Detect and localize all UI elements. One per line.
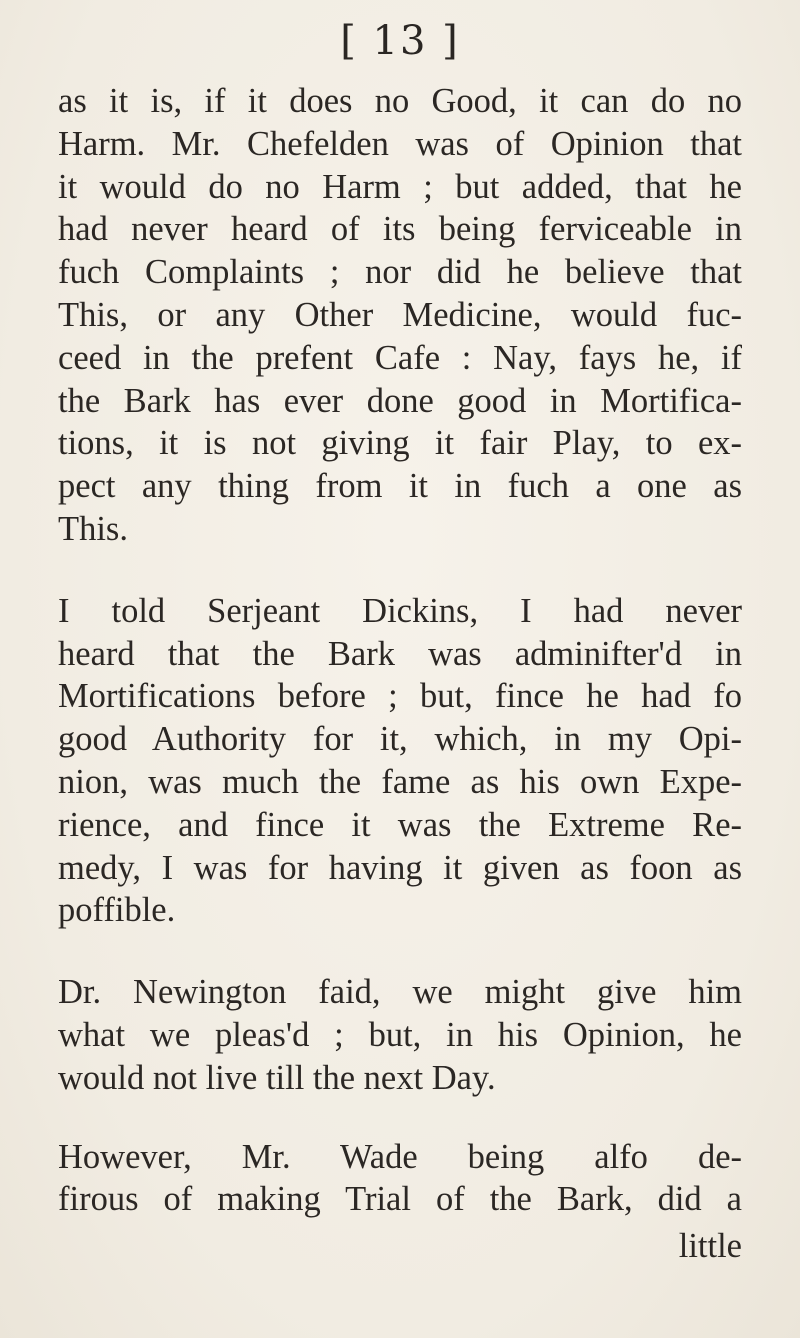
text-line: had never heard of its being ferviceable in [58, 210, 742, 249]
catchword: little [678, 1227, 742, 1265]
text-line: rience, and fince it was the Extreme Re- [58, 805, 742, 844]
text-line: as it is, if it does no Good, it can do no [58, 82, 742, 120]
text-line: firous of making Trial of the Bark, did a [58, 1180, 742, 1219]
text-line: would not live till the next Day. [58, 1058, 496, 1097]
text-line: good Authority for it, which, in my Opi- [58, 720, 742, 759]
text-line: However, Mr. Wade being alfo de- [58, 1137, 742, 1176]
text-line: heard that the Bark was adminifter'd in [58, 634, 742, 673]
text-line: This, or any Other Medicine, would fuc- [58, 295, 742, 334]
text-line: the Bark has ever done good in Mortifica- [58, 381, 742, 420]
text-line: tions, it is not giving it fair Play, to ex- [58, 424, 742, 463]
text-line: what we pleas'd ; but, in his Opinion, he [58, 1015, 742, 1054]
text-line: Harm. Mr. Chefelden was of Opinion that [58, 124, 742, 163]
text-line: pect any thing from it in fuch a one as [58, 467, 742, 506]
text-line: This. [58, 509, 128, 548]
text-line: fuch Complaints ; nor did he believe that [58, 253, 742, 292]
text-line: Mortifications before ; but, fince he had fo [58, 677, 742, 716]
text-line: ceed in the prefent Cafe : Nay, fays he, if [58, 338, 742, 377]
text-line: poffible. [58, 891, 176, 930]
text-line: nion, was much the fame as his own Expe- [58, 762, 742, 801]
text-line: medy, I was for having it given as foon as [58, 848, 742, 887]
text-line: it would do no Harm ; but added, that he [58, 167, 742, 206]
body-text [58, 80, 742, 1221]
text-line: Dr. Newington faid, we might give him [58, 973, 742, 1012]
text-line: I told Serjeant Dickins, I had never [58, 591, 742, 630]
page-number: [ 13 ] [340, 18, 460, 64]
